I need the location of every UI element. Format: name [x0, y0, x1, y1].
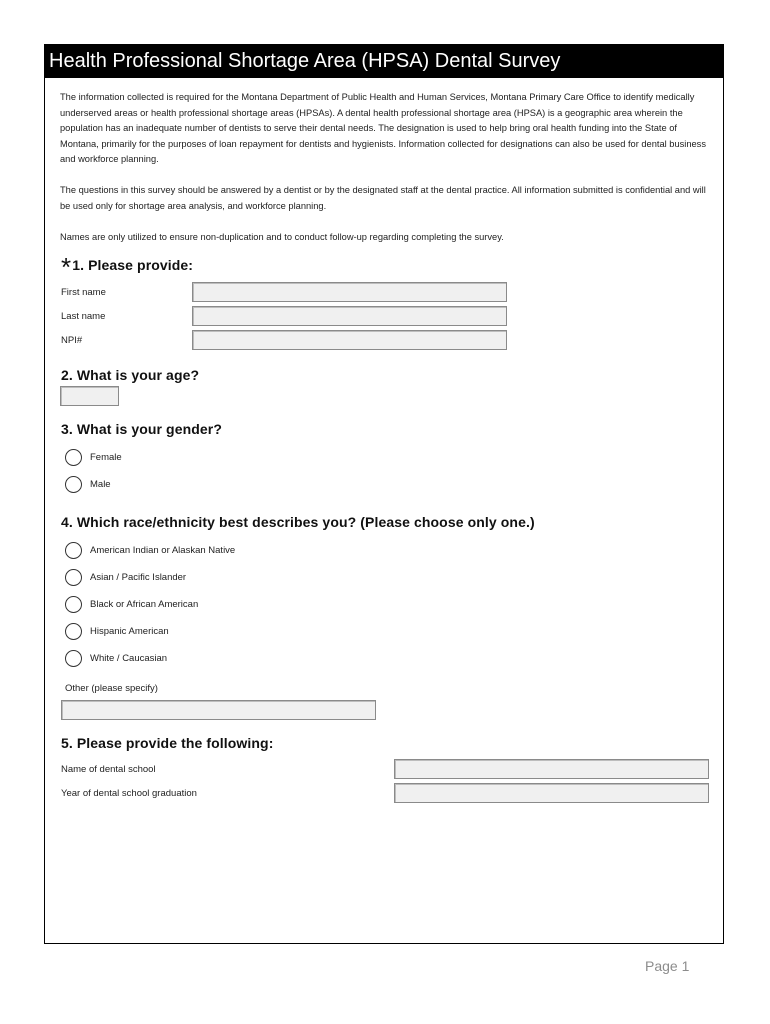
race-other-input[interactable] — [61, 700, 376, 720]
required-asterisk-icon: * — [61, 252, 72, 282]
race-option-label: Black or African American — [90, 598, 199, 610]
radio-button[interactable] — [65, 623, 82, 640]
survey-title-bar — [45, 45, 723, 78]
first-name-label: First name — [61, 287, 106, 298]
race-option-label: Hispanic American — [90, 625, 169, 637]
intro-paragraph-confidentiality: The questions in this survey should be answered by a dentist or by the designated staff at the dental practice. All information submitted is confidential and will be used only for shortage area analysis, and workforce planning. — [60, 185, 706, 211]
race-option-white-caucasian[interactable] — [65, 648, 167, 668]
graduation-year-input[interactable] — [394, 783, 709, 803]
dental-school-name-label: Name of dental school — [61, 764, 156, 775]
gender-option-male[interactable] — [65, 474, 111, 494]
age-input[interactable] — [60, 386, 119, 406]
page-number: Page 1 — [645, 958, 690, 974]
dental-school-name-input[interactable] — [394, 759, 709, 779]
race-option-label: American Indian or Alaskan Native — [90, 544, 236, 556]
npi-label: NPI# — [61, 335, 83, 346]
radio-button[interactable] — [65, 449, 82, 466]
radio-button[interactable] — [65, 476, 82, 493]
npi-input[interactable] — [192, 330, 507, 350]
race-option-asian-pacific-islander[interactable] — [65, 567, 186, 587]
intro-paragraph-purpose: The information collected is required for the Montana Department of Public Health and Human Services, Montana Primary Care Office to identify medically underserved areas or health professional shortage areas (HPSAs). A dental health professional shortage area (HPSA) is a geographic area wherein the population has an inadequate number of dentists to serve their dental needs. The designation is used to help bring oral health funding into the State of Montana, primarily for the purposes of loan repayment for dentists and hygienists. Information collected for designations can also be used for dental business and workforce planning. — [60, 92, 706, 165]
last-name-label: Last name — [61, 311, 106, 322]
first-name-input[interactable] — [192, 282, 507, 302]
race-option-american-indian[interactable] — [65, 540, 235, 560]
race-option-label: White / Caucasian — [90, 652, 168, 664]
radio-button[interactable] — [65, 569, 82, 586]
last-name-input[interactable] — [192, 306, 507, 326]
race-option-hispanic-american[interactable] — [65, 621, 169, 641]
question-1-label: 1. Please provide: — [72, 257, 194, 273]
radio-button[interactable] — [65, 542, 82, 559]
survey-title: Health Professional Shortage Area (HPSA) Dental Survey — [49, 50, 561, 72]
question-4-title: 4. Which race/ethnicity best describes you? (Please choose only one.) — [61, 514, 535, 530]
radio-button[interactable] — [65, 650, 82, 667]
race-option-black-african-american[interactable] — [65, 594, 198, 614]
radio-button[interactable] — [65, 596, 82, 613]
question-3-title: 3. What is your gender? — [61, 421, 222, 437]
graduation-year-label: Year of dental school graduation — [61, 788, 197, 799]
question-1-title — [61, 252, 193, 283]
race-other-label: Other (please specify) — [65, 683, 158, 694]
gender-option-label: Male — [90, 478, 111, 490]
gender-option-female[interactable] — [65, 447, 122, 467]
intro-paragraph-names: Names are only utilized to ensure non-duplication and to conduct follow-up regarding completing the survey. — [60, 232, 504, 242]
race-option-label: Asian / Pacific Islander — [90, 571, 187, 583]
survey-page-frame — [44, 44, 724, 944]
question-2-title: 2. What is your age? — [61, 367, 200, 383]
gender-option-label: Female — [90, 451, 122, 463]
question-5-title: 5. Please provide the following: — [61, 735, 274, 751]
